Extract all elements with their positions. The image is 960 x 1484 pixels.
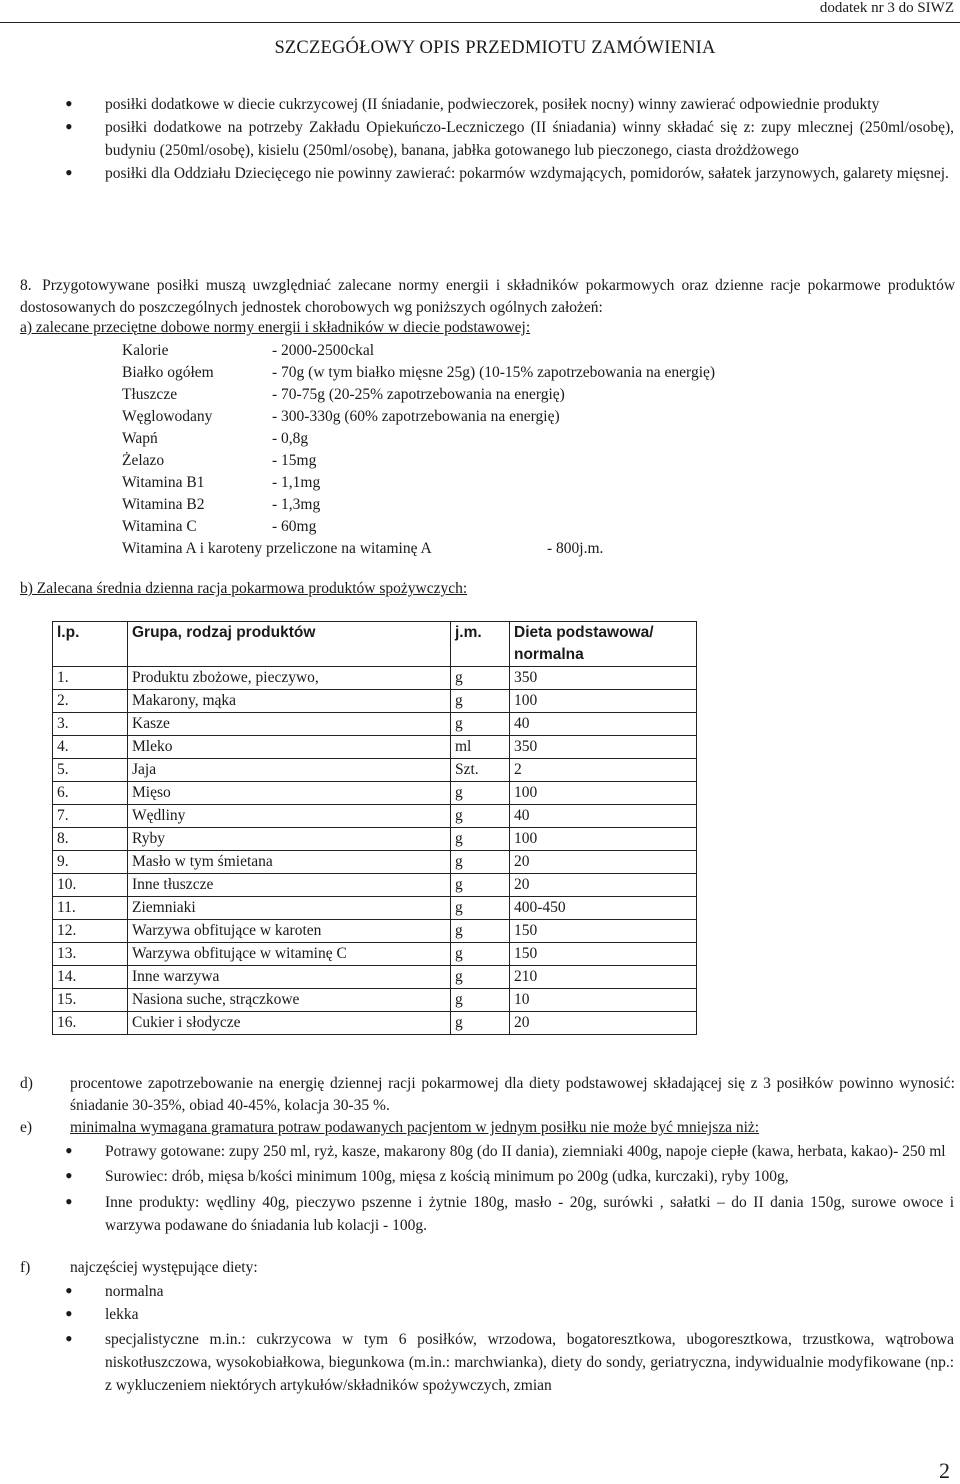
cell-group: Mięso (128, 782, 451, 805)
cell-unit: g (451, 920, 510, 943)
cell-lp: 9. (53, 851, 128, 874)
cell-unit: g (451, 805, 510, 828)
section-f (20, 1257, 258, 1279)
table-row (53, 713, 697, 736)
cell-value: 350 (510, 667, 697, 690)
list-item: • specjalistyczne m.in.: cukrzycowa w tym 6 posiłków, wrzodowa, bogatoresztkowa, ubogoresztkowa, trzustkowa, wątrobowa niskotłuszczowa, wysokobiałkowa, biegunkowa (m.in.: marchwianka), diety do sondy, geriatryczna, indywidualnie modyfikowane (np.: z wykluczeniem niektórych artykułów/składników spożywczych, zmian (0, 1328, 960, 1397)
norm-name: Tłuszcze (122, 386, 178, 403)
norm-value: - 70-75g (20-25% zapotrzebowania na energię) (272, 386, 565, 403)
table-row (53, 989, 697, 1012)
minimum-portions-list (0, 1140, 960, 1237)
page-number: 2 (939, 1458, 950, 1483)
table-row (53, 943, 697, 966)
cell-unit: ml (451, 736, 510, 759)
table-row (53, 690, 697, 713)
cell-unit: g (451, 1012, 510, 1035)
cell-value: 40 (510, 805, 697, 828)
section-label: e) (20, 1119, 33, 1136)
table-row (53, 759, 697, 782)
cell-group: Makarony, mąka (128, 690, 451, 713)
table-row (53, 782, 697, 805)
cell-lp: 10. (53, 874, 128, 897)
cell-group: Nasiona suche, strączkowe (128, 989, 451, 1012)
section-8-paragraph (20, 275, 955, 319)
table-row (53, 667, 697, 690)
list-item: • Potrawy gotowane: zupy 250 ml, ryż, kasze, makarony 80g (do II dania), ziemniaki 400g, napoje ciepłe (kawa, herbata, kakao)- 250 ml (0, 1140, 960, 1163)
norm-value: - 1,1mg (272, 474, 321, 491)
cell-value: 400-450 (510, 897, 697, 920)
norm-name: Białko ogółem (122, 364, 214, 381)
daily-ration-table (52, 621, 697, 1035)
norm-name: Witamina A i karoteny przeliczone na witaminę A (122, 540, 432, 557)
norm-value: - 1,3mg (272, 496, 321, 513)
section-label: f) (20, 1259, 31, 1276)
column-header-unit: j.m. (451, 622, 510, 667)
cell-unit: g (451, 828, 510, 851)
cell-group: Warzywa obfitujące w witaminę C (128, 943, 451, 966)
cell-unit: g (451, 667, 510, 690)
cell-group: Inne tłuszcze (128, 874, 451, 897)
cell-group: Warzywa obfitujące w karoten (128, 920, 451, 943)
table-row (53, 828, 697, 851)
table-row (53, 897, 697, 920)
norm-value: - 60mg (272, 518, 317, 535)
norm-value: - 0,8g (272, 430, 309, 447)
section-8-text: Przygotowywane posiłki muszą uwzględniać zalecane normy energii i składników pokarmowych oraz dzienne racje pokarmowe produktów dostosowanych do poszczególnych jednostek chorobowych wg poniższych ogólnych założeń: (20, 277, 956, 316)
list-item: • Surowiec: drób, mięsa b/kości minimum 100g, mięsa z kością minimum po 200g (udka, kurczaki), ryby 100g, (0, 1165, 960, 1188)
additional-meals-list (0, 93, 960, 185)
cell-group: Masło w tym śmietana (128, 851, 451, 874)
cell-lp: 2. (53, 690, 128, 713)
cell-lp: 13. (53, 943, 128, 966)
list-item: • posiłki dodatkowe na potrzeby Zakładu Opiekuńczo-Leczniczego (II śniadania) winny składać się z: zupy mlecznej (250ml/osobę), budyniu (250ml/osobę), kisielu (250ml/osobę), banana, jabłka gotowanego lub pieczonego, ciasta drożdżowego (0, 116, 960, 162)
cell-value: 210 (510, 966, 697, 989)
cell-value: 150 (510, 943, 697, 966)
cell-unit: g (451, 989, 510, 1012)
table-row (53, 1012, 697, 1035)
cell-unit: g (451, 943, 510, 966)
norm-value: - 70g (w tym białko mięsne 25g) (10-15% zapotrzebowania na energię) (272, 364, 716, 381)
column-header-lp: l.p. (53, 622, 128, 667)
cell-group: Mleko (128, 736, 451, 759)
cell-lp: 11. (53, 897, 128, 920)
table-header-row (53, 622, 697, 667)
cell-group: Ziemniaki (128, 897, 451, 920)
cell-value: 350 (510, 736, 697, 759)
cell-unit: g (451, 897, 510, 920)
section-label: d) (20, 1075, 33, 1092)
section-e-text: minimalna wymagana gramatura potraw podawanych pacjentom w jednym posiłku nie może być mniejsza niż: (70, 1119, 760, 1136)
table-row (53, 851, 697, 874)
cell-lp: 12. (53, 920, 128, 943)
norm-value: - 2000-2500ckal (272, 342, 375, 359)
cell-value: 20 (510, 851, 697, 874)
norm-value: - 15mg (272, 452, 317, 469)
norm-name: Węglowodany (122, 408, 213, 425)
cell-group: Ryby (128, 828, 451, 851)
cell-group: Kasze (128, 713, 451, 736)
cell-lp: 16. (53, 1012, 128, 1035)
cell-value: 10 (510, 989, 697, 1012)
cell-value: 100 (510, 828, 697, 851)
column-header-group: Grupa, rodzaj produktów (128, 622, 451, 667)
document-reference: dodatek nr 3 do SIWZ (819, 0, 954, 16)
cell-lp: 8. (53, 828, 128, 851)
cell-group: Cukier i słodycze (128, 1012, 451, 1035)
cell-unit: Szt. (451, 759, 510, 782)
table-row (53, 736, 697, 759)
cell-lp: 3. (53, 713, 128, 736)
norm-value: - 300-330g (60% zapotrzebowania na energię) (272, 408, 560, 425)
table-row (53, 805, 697, 828)
list-item: • posiłki dodatkowe w diecie cukrzycowej (II śniadanie, podwieczorek, posiłek nocny) winny zawierać odpowiednie produkty (0, 93, 960, 116)
column-header-diet: Dieta podstawowa/ normalna (510, 622, 697, 667)
cell-group: Produktu zbożowe, pieczywo, (128, 667, 451, 690)
header-divider (0, 22, 960, 23)
list-item: • posiłki dla Oddziału Dziecięcego nie powinny zawierać: pokarmów wzdymających, pomidorów, sałatek jarzynowych, galarety mięsnej. (0, 162, 960, 185)
cell-unit: g (451, 851, 510, 874)
cell-lp: 7. (53, 805, 128, 828)
norm-name: Witamina C (122, 518, 197, 535)
page-title: SZCZEGÓŁOWY OPIS PRZEDMIOTU ZAMÓWIENIA (274, 38, 716, 58)
cell-value: 150 (510, 920, 697, 943)
cell-group: Wędliny (128, 805, 451, 828)
cell-unit: g (451, 874, 510, 897)
cell-value: 2 (510, 759, 697, 782)
section-b-heading: b) Zalecana średnia dzienna racja pokarmowa produktów spożywczych: (20, 580, 468, 597)
section-f-text: najczęściej występujące diety: (70, 1259, 258, 1276)
section-a-heading: a) zalecane przeciętne dobowe normy energii i składników w diecie podstawowej: (20, 319, 531, 336)
norm-name: Witamina B1 (122, 474, 205, 491)
section-e (20, 1117, 759, 1139)
cell-unit: g (451, 713, 510, 736)
norm-value: - 800j.m. (547, 540, 604, 557)
cell-value: 20 (510, 874, 697, 897)
section-number: 8. (20, 277, 32, 294)
cell-lp: 15. (53, 989, 128, 1012)
table-row (53, 874, 697, 897)
list-item: • normalna (0, 1280, 960, 1303)
section-d-text: procentowe zapotrzebowanie na energię dziennej racji pokarmowej dla diety podstawowej składającej się z 3 posiłków powinno wynosić: śniadanie 30-35%, obiad 40-45%, kolacja 30-35 %. (70, 1075, 955, 1114)
table-row (53, 966, 697, 989)
cell-value: 40 (510, 713, 697, 736)
cell-lp: 6. (53, 782, 128, 805)
list-item: • lekka (0, 1303, 960, 1326)
cell-unit: g (451, 782, 510, 805)
cell-value: 100 (510, 690, 697, 713)
table-row (53, 920, 697, 943)
cell-lp: 14. (53, 966, 128, 989)
norm-name: Kalorie (122, 342, 169, 359)
list-item: • Inne produkty: wędliny 40g, pieczywo pszenne i żytnie 180g, masło - 20g, surówki , sałatki – do II dania 150g, surowe owoce i warzywa podawane do śniadania lub kolacji - 100g. (0, 1191, 960, 1237)
cell-lp: 1. (53, 667, 128, 690)
norm-name: Żelazo (122, 452, 165, 469)
cell-value: 100 (510, 782, 697, 805)
table-body (53, 667, 697, 1035)
norm-name: Wapń (122, 430, 158, 447)
cell-value: 20 (510, 1012, 697, 1035)
cell-unit: g (451, 690, 510, 713)
cell-lp: 4. (53, 736, 128, 759)
cell-unit: g (451, 966, 510, 989)
cell-lp: 5. (53, 759, 128, 782)
section-d (20, 1073, 955, 1117)
cell-group: Inne warzywa (128, 966, 451, 989)
cell-group: Jaja (128, 759, 451, 782)
common-diets-list (0, 1280, 960, 1397)
norm-name: Witamina B2 (122, 496, 205, 513)
